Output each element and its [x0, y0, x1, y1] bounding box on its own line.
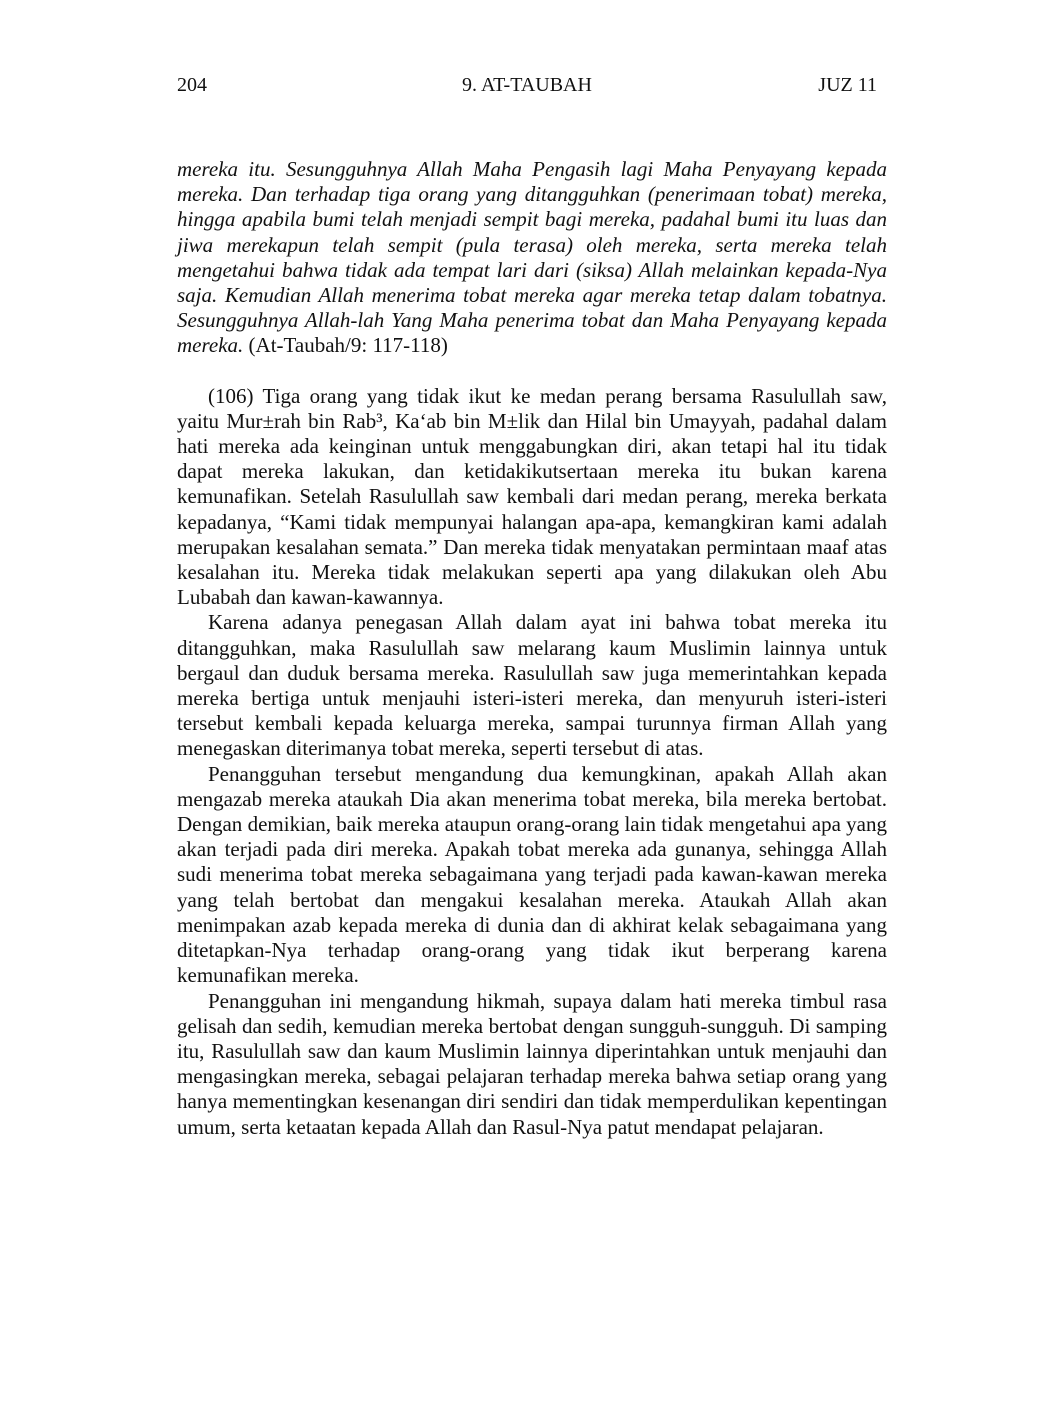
- paragraph-3: Penangguhan tersebut mengandung dua kemungkinan, apakah Allah akan mengazab mereka ataukah Dia akan menerima tobat mereka, bila mereka bertobat. Dengan demikian, baik mereka ataupun orang-orang lain tidak mengetahui apa yang akan terjadi pada diri mereka. Apakah tobat mereka ada gunanya, sehingga Allah sudi menerima tobat mereka sebagaimana yang terjadi pada kawan-kawan mereka yang telah bertobat dan mengakui kesalahan mereka. Ataukah Allah akan menimpakan azab kepada mereka di dunia dan di akhirat kelak sebagaimana yang ditetapkan-Nya terhadap orang-orang yang tidak ikut berperang karena kemunafikan mereka.: [177, 761, 887, 988]
- verse-translation: [177, 157, 887, 359]
- page-body: [177, 157, 887, 1140]
- page-number: 204: [177, 74, 207, 96]
- paragraph-2: Karena adanya penegasan Allah dalam ayat ini bahwa tobat mereka itu ditangguhkan, maka Rasulullah saw melarang kaum Muslimin lainnya untuk bergaul dan duduk bersama mereka. Rasulullah saw juga memerintahkan kepada mereka bertiga untuk menjauhi isteri-isteri mereka, dan menyuruh isteri-isteri tersebut kembali kepada keluarga mereka, sampai turunnya firman Allah yang menegaskan diterimanya tobat mereka, seperti tersebut di atas.: [177, 610, 887, 761]
- verse-citation: (At-Taubah/9: 117-118): [243, 333, 448, 358]
- juz-label: JUZ 11: [818, 74, 877, 96]
- paragraph-1: (106) Tiga orang yang tidak ikut ke medan perang bersama Rasulullah saw, yaitu Mur±rah bin Rab³, Ka‘ab bin M±lik dan Hilal bin Umayyah, padahal dalam hati mereka ada keinginan untuk menggabungkan diri, akan tetapi hal itu tidak dapat mereka lakukan, dan ketidakikutsertaan mereka itu bukan karena kemunafikan. Setelah Rasulullah saw kembali dari medan perang, mereka berkata kepadanya, “Kami tidak mempunyai halangan apa-apa, kemangkiran kami adalah merupakan kesalahan semata.” Dan mereka tidak menyatakan permintaan maaf atas kesalahan itu. Mereka tidak melakukan seperti apa yang dilakukan oleh Abu Lubabah dan kawan-kawannya.: [177, 383, 887, 610]
- verse-text: mereka itu. Sesungguhnya Allah Maha Pengasih lagi Maha Penyayang kepada mereka. Dan terhadap tiga orang yang ditangguhkan (penerimaan tobat) mereka, hingga apabila bumi telah menjadi sempit bagi mereka, padahal bumi itu luas dan jiwa merekapun telah sempit (pula terasa) oleh mereka, serta mereka telah mengetahui bahwa tidak ada tempat lari dari (siksa) Allah melainkan kepada-Nya saja. Kemudian Allah menerima tobat mereka agar mereka tetap dalam tobatnya. Sesungguhnya Allah-lah Yang Maha penerima tobat dan Maha Penyayang kepada mereka.: [177, 157, 887, 358]
- chapter-title: 9. AT-TAUBAH: [462, 74, 592, 96]
- paragraph-4: Penangguhan ini mengandung hikmah, supaya dalam hati mereka timbul rasa gelisah dan sedih, kemudian mereka bertobat dengan sungguh-sungguh. Di samping itu, Rasulullah saw dan kaum Muslimin lainnya diperintahkan untuk menjauhi dan mengasingkan mereka, sebagai pelajaran terhadap mereka bahwa setiap orang yang hanya mementingkan kesenangan diri sendiri dan tidak memperdulikan kepentingan umum, serta ketaatan kepada Allah dan Rasul-Nya patut mendapat pelajaran.: [177, 988, 887, 1139]
- page-header: [177, 74, 877, 102]
